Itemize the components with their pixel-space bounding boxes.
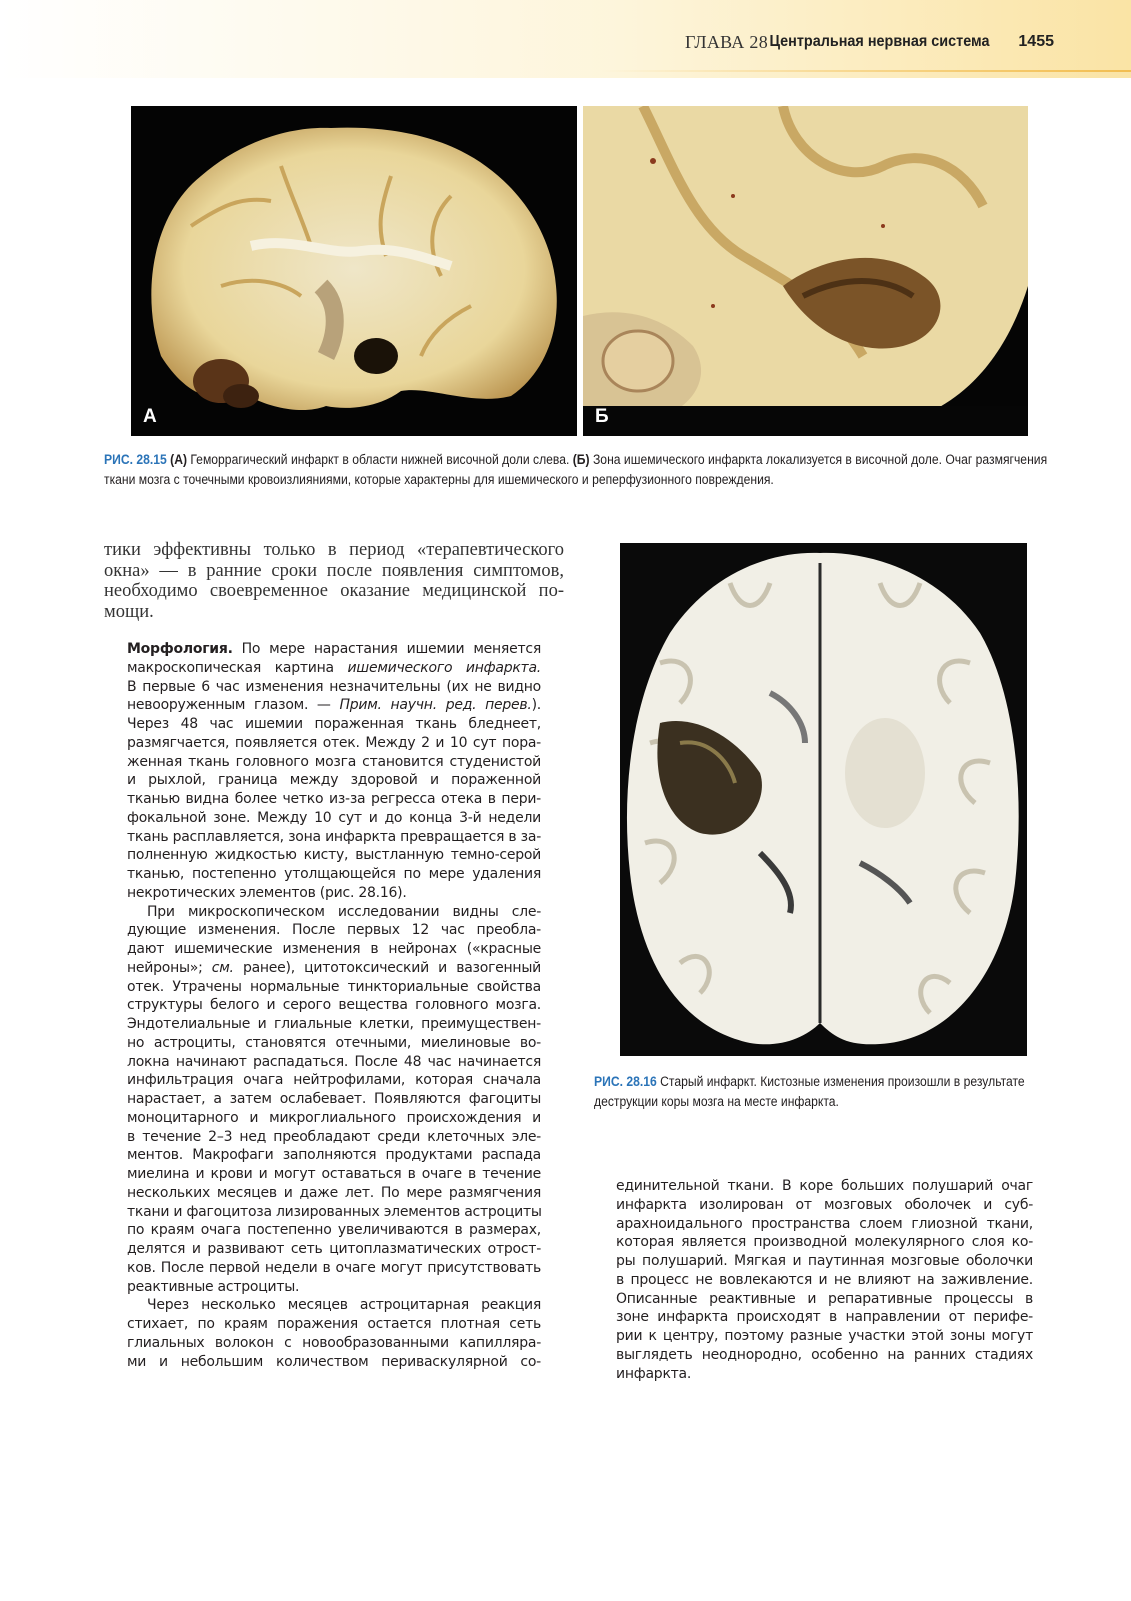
text-line: рии к центру, поэтому разные участки этой зоны могут — [616, 1328, 1033, 1344]
text-line: зоне инфаркта происходят в направлении от перифе- — [616, 1309, 1033, 1326]
running-head-chapter: ГЛАВА 28 — [684, 32, 768, 52]
italic-note: Прим. научн. ред. перев. — [339, 697, 532, 714]
caption-text-a: Геморрагический инфаркт в области нижней височной доли слева. — [187, 452, 573, 467]
page-number: 1455 — [1018, 33, 1054, 50]
text-line: нарастает, а затем ослабевает. Появляются фагоциты — [127, 1091, 541, 1107]
text-line: ткани и фагоцитоза лизированных элементов астроциты — [127, 1203, 542, 1220]
text-line: инфильтрация очага нейтрофилами, которая сначала — [127, 1072, 541, 1089]
caption-text: Старый инфаркт. Кистозные изменения произошли в результате деструкции коры мозга на месте инфаркта. — [594, 1074, 1025, 1109]
text-line: Через несколько месяцев астроцитарная реакция — [147, 1297, 541, 1314]
figure-28-15-panel-b-photo — [583, 106, 1028, 436]
text-line: дующие изменения. После первых 12 час преобла- — [127, 922, 541, 939]
text-line — [127, 959, 541, 978]
text-line: Описанные реактивные и репаративные процессы в — [616, 1290, 1033, 1307]
text-line: локна начинают распадаться. После 48 час начинается — [127, 1053, 541, 1070]
text-run: ранее), цитотоксический и вазогенный — [233, 959, 541, 976]
text-line: окна» — в ранние сроки после появления симптомов, — [104, 560, 564, 581]
text-line: инфаркта изолирован от мозговых оболочек и суб- — [616, 1196, 1033, 1213]
text-line: и рыхлой, граница между здоровой и пораженной — [127, 772, 541, 789]
text-line: которая является производной молекулярного слоя ко- — [616, 1234, 1033, 1251]
text-line — [127, 640, 541, 659]
figure-28-15-caption — [104, 450, 1058, 489]
text-line: фокальной зоне. Между 10 сут и до конца 3-й недели — [127, 809, 541, 826]
text-line: реактивные астроциты. — [127, 1278, 300, 1295]
text-line: единительной ткани. В коре больших полушарий очаг — [616, 1178, 1033, 1194]
italic-term: ишемического инфаркта. — [347, 659, 541, 676]
text-line: мощи. — [104, 601, 154, 622]
body-text-left-column — [127, 640, 541, 1371]
text-line: В первые 6 час изменения незначительны (их не видно — [127, 678, 541, 695]
text-line: делятся и развивают сеть цитоплазматических отрост- — [127, 1241, 541, 1257]
text-line: дают ишемические изменения в нейронах («красные — [127, 941, 541, 957]
text-line: некротических элементов (рис. 28.16). — [127, 884, 407, 901]
text-line: полненную жидкостью кисту, выстланную темно-серой — [127, 847, 541, 864]
text-line: ков. После первой недели в очаге могут присутствовать — [127, 1259, 541, 1276]
italic-ref: см. — [211, 959, 234, 976]
text-run: По мере нарастания ишемии меняется — [232, 641, 541, 657]
figure-label: РИС. 28.16 — [594, 1074, 657, 1089]
caption-marker-b: (Б) — [572, 452, 590, 467]
text-line: женная ткань головного мозга становится студенистой — [127, 753, 541, 770]
text-line: моноцитарного и микроглиального происхождения и — [127, 1109, 541, 1126]
caption-marker-a: (А) — [170, 452, 188, 467]
text-line: ткань расплавляется, зона инфаркта превращается в за- — [127, 828, 541, 845]
caption-text-b: Зона ишемического инфаркта локализуется в височной доле. Очаг размягчения ткани мозга с точечными кровоизлияниями, которые характерны для ишемического и реперфузионного повреждения. — [104, 452, 1048, 487]
text-line: структуры белого и серого вещества головного мозга. — [127, 997, 541, 1014]
text-line: выглядеть неоднородно, особенно на ранних стадиях — [616, 1346, 1033, 1363]
text-line: миелина и крови и могут оставаться в очаге в течение — [127, 1166, 541, 1182]
text-line: отек. Утрачены нормальные тинкториальные свойства — [127, 978, 541, 995]
continued-paragraph — [104, 540, 564, 622]
text-line: в процесс не вовлекаются и не влияют на заживление. — [616, 1271, 1033, 1288]
figure-28-16-caption — [594, 1072, 1053, 1111]
text-line: арахноидального пространства слоем глиозной ткани, — [616, 1215, 1033, 1232]
body-text-right-column — [616, 1177, 1033, 1383]
text-run: макроскопическая картина — [127, 659, 348, 676]
text-line: тканью видна более четко из-за регресса отека в пери- — [127, 791, 541, 807]
text-line: по краям очага постепенно увеличиваются в размерах, — [127, 1222, 541, 1239]
text-line: но астроциты, становятся отечными, миелиновые во- — [127, 1034, 541, 1051]
text-line: ми и небольшим количеством периваскулярной со- — [127, 1353, 541, 1370]
text-line: тики эффективны только в период «терапевтического — [104, 540, 564, 560]
text-line — [127, 659, 541, 678]
section-heading: Морфология. — [127, 641, 233, 657]
text-line: Через 48 час ишемии пораженная ткань бледнеет, — [127, 716, 541, 732]
text-line: При микроскопическом исследовании видны сле- — [147, 903, 541, 920]
text-line: инфаркта. — [616, 1365, 692, 1382]
text-line: глиальных волокон с новообразованными капилляра- — [127, 1334, 541, 1351]
text-line: в течение 2–3 нед преобладают среди клеточных эле- — [127, 1128, 541, 1145]
text-line: размягчается, появляется отек. Между 2 и 10 сут пора- — [127, 734, 541, 751]
header-rule — [600, 70, 1131, 72]
text-line — [127, 696, 541, 715]
figure-28-16-photo — [620, 543, 1027, 1056]
text-run: ). — [531, 697, 541, 714]
text-line: нескольких месяцев и даже лет. По мере размягчения — [127, 1184, 541, 1201]
panel-label-a: А — [143, 406, 157, 427]
text-run: нейроны»; — [127, 959, 212, 976]
figure-label: РИС. 28.15 — [104, 452, 167, 467]
text-line: Эндотелиальные и глиальные клетки, преимуществен- — [127, 1016, 541, 1032]
text-run: невооруженным глазом. — — [127, 697, 340, 714]
text-line: ментов. Макрофаги заполняются продуктами распада — [127, 1147, 541, 1164]
figure-28-15-panel-a-photo — [131, 106, 577, 436]
text-line: стихает, по краям поражения остается плотная сеть — [127, 1316, 541, 1332]
running-head-title: Центральная нервная система — [768, 33, 989, 50]
panel-label-b: Б — [595, 406, 609, 427]
text-line: тканью, постепенно утолщающейся по мере удаления — [127, 866, 541, 882]
text-line: необходимо своевременное оказание медицинской по- — [104, 581, 564, 601]
text-line: ры полушарий. Мягкая и паутинная мозговые оболочки — [616, 1253, 1033, 1269]
